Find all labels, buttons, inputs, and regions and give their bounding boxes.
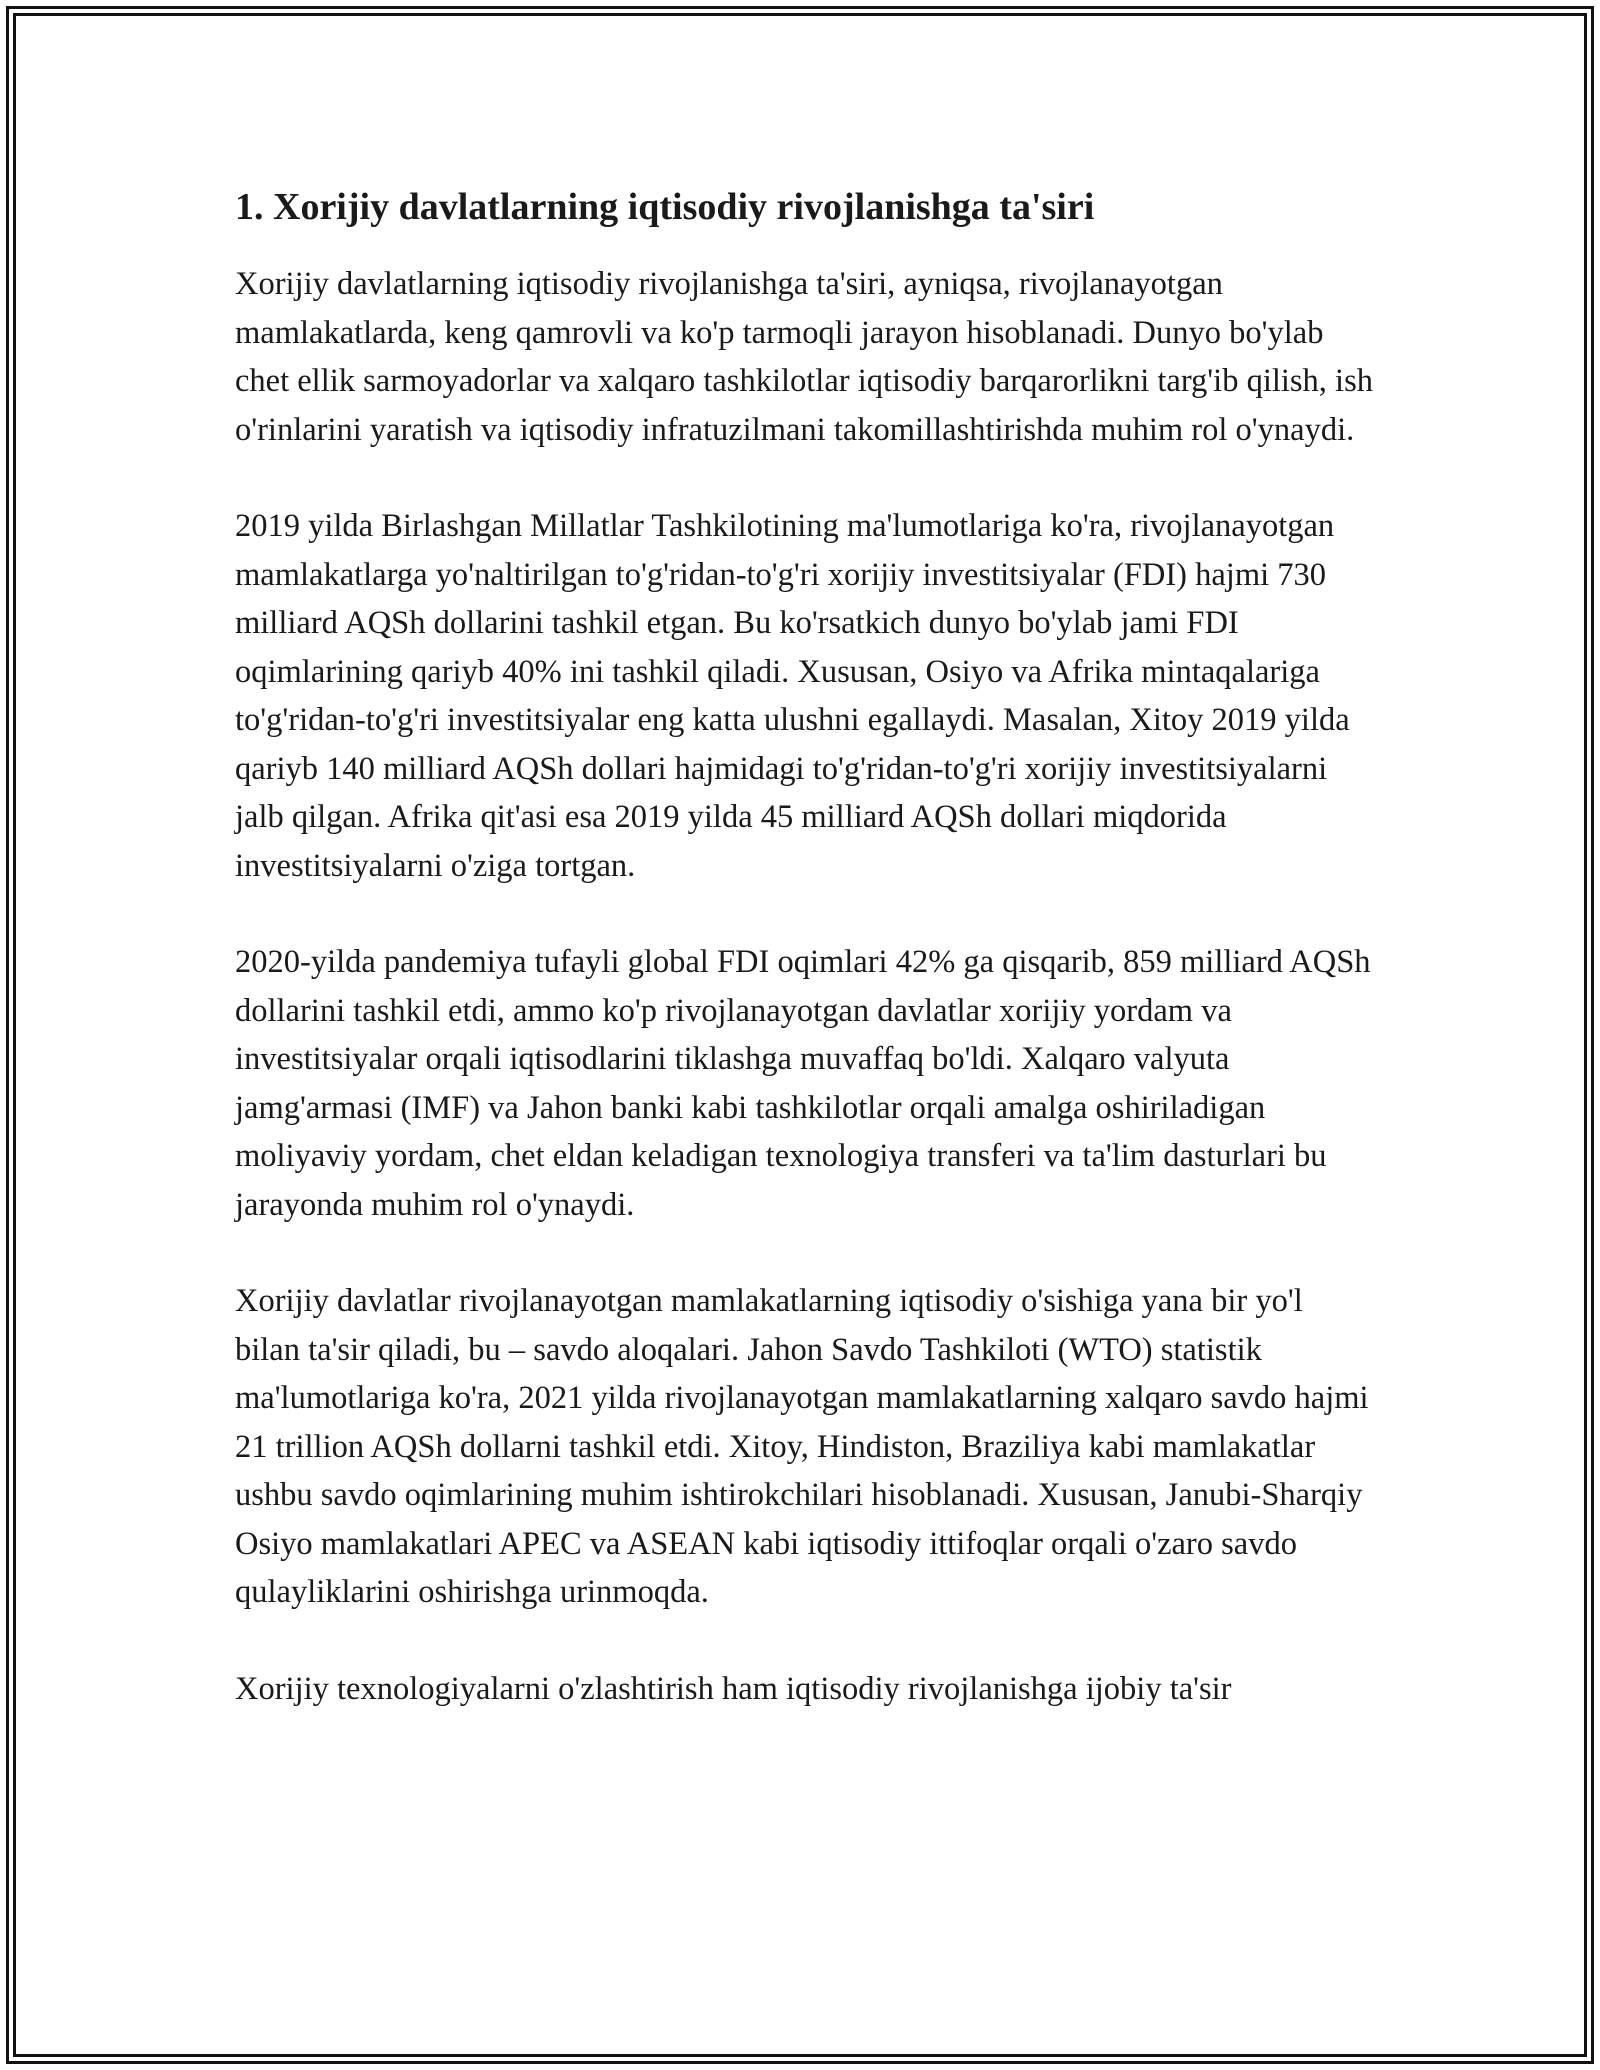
document-body [235, 182, 1375, 1713]
paragraph-2: 2019 yilda Birlashgan Millatlar Tashkilotining ma'lumotlariga ko'ra, rivojlanayotgan mamlakatlarga yo'naltirilgan to'g'ridan-to'g'ri xorijiy investitsiyalar (FDI) hajmi 730 milliard AQSh dollarini tashkil etgan. Bu ko'rsatkich dunyo bo'ylab jami FDI oqimlarining qariyb 40% ini tashkil qiladi. Xususan, Osiyo va Afrika mintaqalariga to'g'ridan-to'g'ri investitsiyalar eng katta ulushni egallaydi. Masalan, Xitoy 2019 yilda qariyb 140 milliard AQSh dollari hajmidagi to'g'ridan-to'g'ri xorijiy investitsiyalarni jalb qilgan. Afrika qit'asi esa 2019 yilda 45 milliard AQSh dollari miqdorida investitsiyalarni o'ziga tortgan. [235, 508, 1350, 884]
paragraph-1: Xorijiy davlatlarning iqtisodiy rivojlanishga ta'siri, ayniqsa, rivojlanayotgan mamlakatlarda, keng qamrovli va ko'p tarmoqli jarayon hisoblanadi. Dunyo bo'ylab chet ellik sarmoyadorlar va xalqaro tashkilotlar iqtisodiy barqarorlikni targ'ib qilish, ish o'rinlarini yaratish va iqtisodiy infratuzilmani takomillashtirishda muhim rol o'ynaydi. [235, 266, 1373, 448]
paragraph-3: 2020-yilda pandemiya tufayli global FDI oqimlari 42% ga qisqarib, 859 milliard AQSh dollarini tashkil etdi, ammo ko'p rivojlanayotgan davlatlar xorijiy yordam va investitsiyalar orqali iqtisodlarini tiklashga muvaffaq bo'ldi. Xalqaro valyuta jamg'armasi (IMF) va Jahon banki kabi tashkilotlar orqali amalga oshiriladigan moliyaviy yordam, chet eldan keladigan texnologiya transferi va ta'lim dasturlari bu jarayonda muhim rol o'ynaydi. [235, 944, 1371, 1223]
section-heading: 1. Xorijiy davlatlarning iqtisodiy rivojlanishga ta'siri [235, 186, 1095, 228]
paragraph-4: Xorijiy davlatlar rivojlanayotgan mamlakatlarning iqtisodiy o'sishiga yana bir yo'l bilan ta'sir qiladi, bu – savdo aloqalari. Jahon Savdo Tashkiloti (WTO) statistik ma'lumotlariga ko'ra, 2021 yilda rivojlanayotgan mamlakatlarning xalqaro savdo hajmi 21 trillion AQSh dollarni tashkil etdi. Xitoy, Hindiston, Braziliya kabi mamlakatlar ushbu savdo oqimlarining muhim ishtirokchilari hisoblanadi. Xususan, Janubi-Sharqiy Osiyo mamlakatlari APEC va ASEAN kabi iqtisodiy ittifoqlar orqali o'zaro savdo qulayliklarini oshirishga urinmoqda. [235, 1283, 1369, 1610]
paragraph-5: Xorijiy texnologiyalarni o'zlashtirish ham iqtisodiy rivojlanishga ijobiy ta'sir [235, 1670, 1232, 1707]
